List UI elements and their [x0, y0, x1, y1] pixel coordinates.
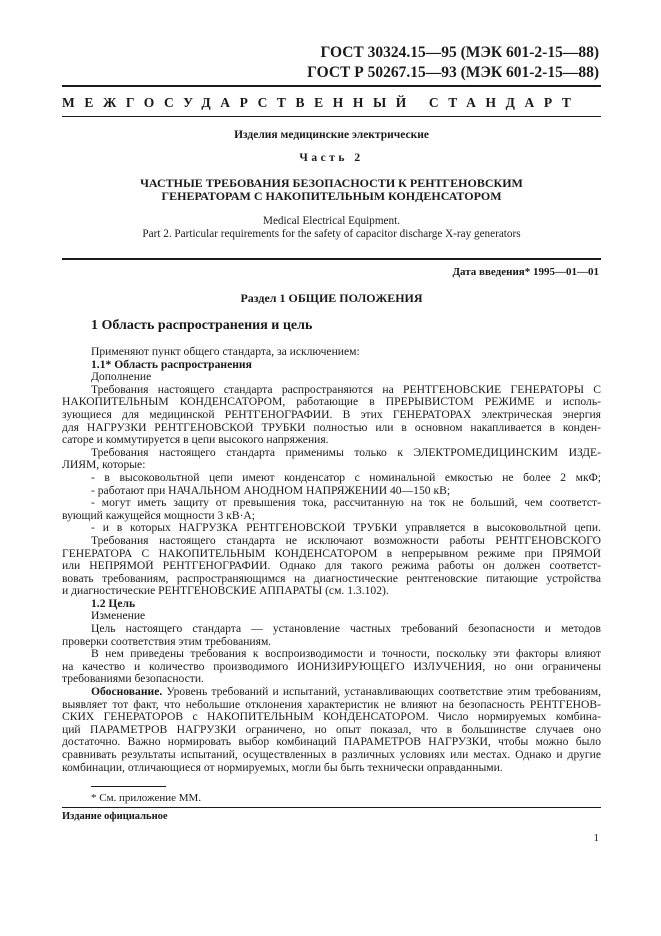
body-line: зующиеся для медицинской РЕНТГЕНОГРАФИИ. В этих ГЕНЕРАТОРАХ электрическая энергия: [62, 408, 601, 421]
body-line: - и в которых НАГРУЗКА РЕНТГЕНОВСКОЙ ТРУБКИ управляется в высоковольтной цепи.: [91, 522, 601, 535]
body-line: Требования настоящего стандарта применимы только к ЭЛЕКТРОМЕДИЦИНСКИМ ИЗДЕ-: [91, 446, 601, 459]
header-rule-thin: [62, 116, 601, 117]
title-english: [62, 215, 601, 240]
body-line-lead: Обоснование.: [91, 686, 163, 699]
body-line: Изменение: [91, 610, 146, 623]
title-main-line: ЧАСТНЫЕ ТРЕБОВАНИЯ БЕЗОПАСНОСТИ К РЕНТГЕНОВСКИМ: [140, 177, 523, 190]
body-line: сравнивать результаты испытаний, осуществленных в различных условиях или местах. Однако и другие: [62, 749, 601, 761]
body-line: проверки соответствия этим требованиям.: [62, 635, 272, 648]
standard-type-heading: МЕЖГОСУДАРСТВЕННЫЙ СТАНДАРТ: [62, 95, 581, 110]
body-line: для НАГРУЗКИ РЕНТГЕНОВСКОЙ ТРУБКИ полностью или в основном накапливается в конден-: [62, 421, 601, 434]
body-line: В нем приведены требования к воспроизводимости и точности, поскольку эти факторы влияют: [91, 648, 601, 661]
body-line: НАКОПИТЕЛЬНЫМ КОНДЕНСАТОРОМ, работающие в ПРЕРЫВИСТОМ РЕЖИМЕ и исполь-: [62, 396, 601, 409]
title-english-line: Part 2. Particular requirements for the safety of capacitor discharge X-ray generators: [142, 227, 521, 240]
body-line: Обоснование. Уровень требований и испытаний, устанавливающих соответствие этим требованиям,: [91, 686, 601, 699]
gost-designation-primary: ГОСТ 30324.15—95 (МЭК 601-2-15—88): [320, 44, 599, 61]
footnote: * См. приложение ММ.: [91, 792, 202, 804]
body-line: ций ПАРАМЕТРОВ НАГРУЗКИ ограничено, но опыт показал, что в большинстве случаев оно: [62, 723, 601, 736]
body-line: на качество и количество производимого ИОНИЗИРУЮЩЕГО ИЗЛУЧЕНИЯ, но они ограничены: [62, 660, 601, 673]
footer-rule: [62, 807, 601, 808]
body-line: комбинации, отличающиеся от нормируемых, могли бы быть технически оправданными.: [62, 761, 503, 774]
body-line: Применяют пункт общего стандарта, за исключением:: [91, 346, 360, 358]
body-line: - могут иметь защиту от превышения тока, рассчитанную на ток не больший, чем соответст-: [91, 497, 601, 510]
body-line: выявляет тот факт, что небольшие отклонения характеристик не влияют на безопасность РЕНТГЕНОВ-: [62, 698, 601, 711]
body-line: ЛИЯМ, которые:: [62, 459, 146, 472]
title-series: Изделия медицинские электрические: [234, 129, 429, 141]
body-line: СКИХ ГЕНЕРАТОРОВ с НАКОПИТЕЛЬНЫМ КОНДЕНСАТОРОМ. Число нормируемых комбина-: [62, 711, 601, 724]
body-line: - работают при НАЧАЛЬНОМ АНОДНОМ НАПРЯЖЕНИИ 40—150 кВ;: [91, 484, 451, 497]
introduction-date: Дата введения* 1995—01—01: [452, 266, 599, 278]
gost-designation-secondary: ГОСТ Р 50267.15—93 (МЭК 601-2-15—88): [307, 64, 599, 81]
body-line: - в высоковольтной цепи имеют конденсатор с номинальной емкостью не более 2 мкФ;: [91, 471, 601, 484]
title-rule: [62, 258, 601, 260]
title-main: [62, 177, 601, 202]
title-part: Часть 2: [299, 152, 364, 164]
body-line: требованиями безопасности.: [62, 673, 204, 686]
body-line: вующий кажущейся мощности 3 кВ·А;: [62, 509, 256, 522]
title-english-line: Medical Electrical Equipment.: [263, 215, 400, 227]
body-line: или НЕПРЯМОЙ РЕНТГЕНОГРАФИИ. Однако для такого режима работы он должен соответст-: [62, 560, 601, 573]
body-line: ГЕНЕРАТОРА С НАКОПИТЕЛЬНЫМ КОНДЕНСАТОРОМ в непрерывном режиме при ПРЯМОЙ: [62, 547, 601, 560]
body-line: Дополнение: [91, 371, 152, 384]
body-line: достаточно. Важно нормировать выбор комбинаций ПАРАМЕТРОВ НАГРУЗКИ, чтобы можно было: [62, 736, 601, 749]
body-line: 1.2 Цель: [91, 597, 136, 610]
body-line: Цель настоящего стандарта — установление частных требований безопасности и методов: [91, 623, 601, 636]
body-line: саторе и коммутируется в цепи высокого напряжения.: [62, 434, 329, 447]
footnote-rule: [91, 786, 166, 787]
edition-label: Издание официальное: [62, 811, 168, 822]
body-text: [62, 346, 601, 774]
body-line: Требования настоящего стандарта не исключают возможности работы РЕНТГЕНОВСКОГО: [91, 534, 601, 547]
header-rule: [62, 85, 601, 87]
body-line: Требования настоящего стандарта распространяются на РЕНТГЕНОВСКИЕ ГЕНЕРАТОРЫ С: [91, 383, 601, 396]
body-line: вовать требованиям, распространяющимся на диагностические рентгеновские питающие устройства: [62, 572, 601, 585]
title-main-line: ГЕНЕРАТОРАМ С НАКОПИТЕЛЬНЫМ КОНДЕНСАТОРОМ: [161, 189, 502, 202]
body-line: и диагностические РЕНТГЕНОВСКИЕ АППАРАТЫ (см. 1.3.102).: [62, 585, 389, 598]
section-title: Раздел 1 ОБЩИЕ ПОЛОЖЕНИЯ: [240, 291, 423, 305]
clause-title: 1 Область распространения и цель: [91, 318, 313, 333]
page-number: 1: [593, 832, 599, 844]
body-line: 1.1* Область распространения: [91, 358, 252, 371]
